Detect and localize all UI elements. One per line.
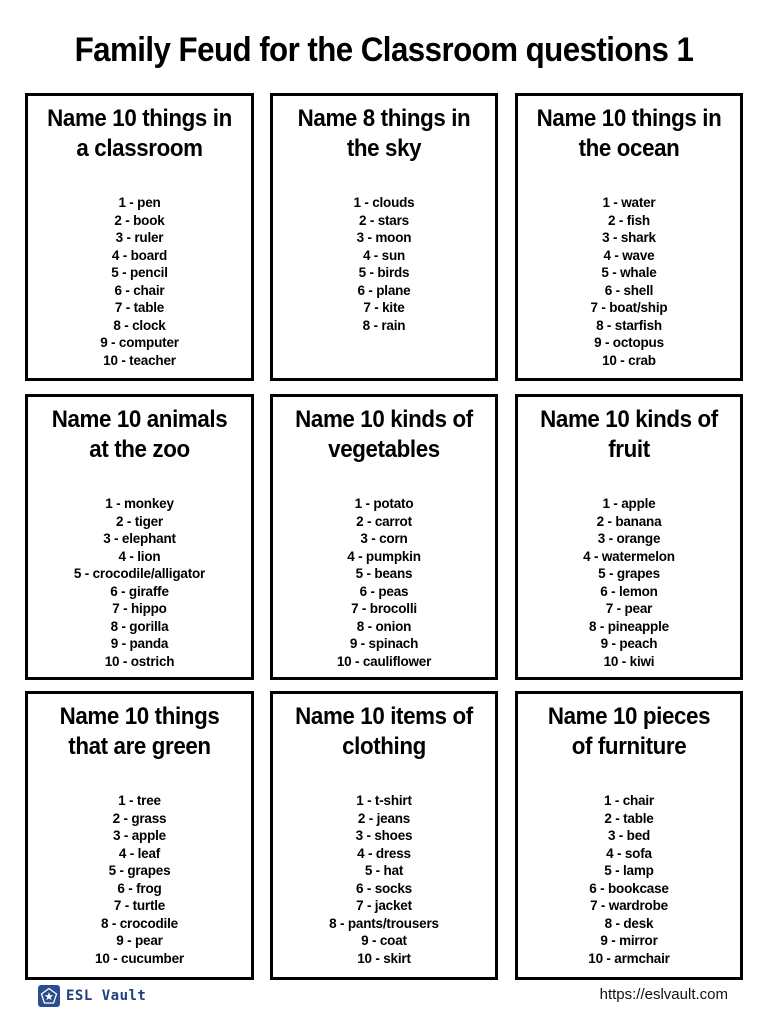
question-card-zoo bbox=[25, 394, 254, 680]
logo-text: ESL Vault bbox=[66, 988, 147, 1004]
answer-item: 5 - pencil bbox=[111, 265, 168, 280]
question-card-furniture bbox=[515, 691, 743, 980]
question-card-ocean bbox=[515, 93, 743, 381]
answer-item: 8 - desk bbox=[604, 915, 654, 931]
answer-item: 1 - tree bbox=[118, 793, 161, 808]
answer-item: 5 - grapes bbox=[108, 863, 171, 878]
answer-item: 9 - computer bbox=[100, 335, 179, 350]
esl-vault-logo[interactable] bbox=[38, 984, 146, 1008]
answer-item: 6 - bookcase bbox=[589, 880, 669, 896]
card-heading-line: Name 8 things in bbox=[297, 105, 471, 132]
card-heading bbox=[28, 405, 251, 465]
answer-list bbox=[518, 194, 740, 369]
answer-item: 2 - grass bbox=[112, 810, 167, 826]
card-heading-line: Name 10 things in bbox=[47, 105, 232, 132]
answer-item: 5 - grapes bbox=[598, 566, 660, 581]
answer-item: 10 - ostrich bbox=[104, 653, 175, 669]
answer-item: 2 - stars bbox=[359, 212, 409, 228]
answer-item: 1 - clouds bbox=[353, 195, 415, 210]
answer-item: 3 - orange bbox=[597, 531, 661, 546]
answer-item: 2 - carrot bbox=[356, 513, 412, 529]
answer-list bbox=[28, 495, 251, 670]
answer-item: 3 - bed bbox=[607, 828, 651, 843]
answer-item: 9 - octopus bbox=[594, 335, 664, 350]
question-card-vegetables bbox=[270, 394, 498, 680]
answer-item: 8 - crocodile bbox=[101, 915, 178, 931]
card-heading bbox=[518, 405, 740, 465]
card-heading-line: of furniture bbox=[571, 733, 687, 760]
answer-item: 5 - hat bbox=[364, 863, 404, 878]
answer-item: 7 - wardrobe bbox=[590, 898, 668, 913]
answer-item: 9 - panda bbox=[110, 636, 169, 651]
answer-list bbox=[28, 792, 251, 967]
answer-item: 5 - birds bbox=[358, 265, 410, 280]
card-heading bbox=[273, 104, 495, 164]
answer-item: 4 - wave bbox=[603, 247, 655, 263]
card-heading-line: Name 10 kinds of bbox=[540, 406, 718, 433]
answer-item: 10 - cauliflower bbox=[336, 653, 432, 669]
answer-item: 10 - crab bbox=[602, 352, 656, 368]
question-card-sky bbox=[270, 93, 498, 381]
answer-item: 9 - spinach bbox=[349, 636, 419, 651]
answer-item: 7 - table bbox=[114, 300, 165, 315]
card-heading-line: at the zoo bbox=[89, 436, 190, 463]
answer-item: 3 - elephant bbox=[103, 531, 176, 546]
answer-item: 4 - pumpkin bbox=[347, 548, 421, 564]
answer-item: 10 - armchair bbox=[588, 950, 670, 966]
answer-item: 2 - fish bbox=[608, 212, 650, 228]
answer-item: 4 - sofa bbox=[606, 845, 652, 861]
card-heading bbox=[273, 405, 495, 465]
page-title: Family Feud for the Classroom questions 1 bbox=[74, 31, 694, 69]
answer-item: 7 - hippo bbox=[112, 601, 167, 616]
card-heading-line: that are green bbox=[68, 733, 211, 760]
answer-item: 6 - chair bbox=[114, 282, 165, 298]
answer-item: 8 - clock bbox=[113, 317, 166, 333]
answer-item: 3 - apple bbox=[113, 828, 166, 843]
question-card-clothing bbox=[270, 691, 498, 980]
answer-item: 7 - jacket bbox=[356, 898, 412, 913]
answer-item: 7 - brocolli bbox=[351, 601, 417, 616]
card-heading-line: the ocean bbox=[578, 135, 680, 162]
answer-item: 7 - boat/ship bbox=[590, 300, 668, 315]
answer-item: 4 - lion bbox=[118, 548, 161, 564]
answer-item: 5 - whale bbox=[601, 265, 657, 280]
card-heading-line: fruit bbox=[608, 436, 650, 463]
answer-item: 10 - kiwi bbox=[603, 653, 655, 669]
answer-item: 1 - monkey bbox=[105, 496, 174, 511]
answer-item: 9 - pear bbox=[116, 933, 163, 948]
card-heading bbox=[28, 104, 251, 164]
answer-item: 2 - tiger bbox=[116, 513, 163, 529]
pentagon-star-icon bbox=[38, 985, 60, 1007]
answer-item: 3 - shoes bbox=[355, 828, 413, 843]
answer-item: 2 - book bbox=[114, 212, 165, 228]
answer-list bbox=[518, 495, 740, 670]
answer-item: 4 - board bbox=[111, 247, 168, 263]
card-heading-line: vegetables bbox=[328, 436, 440, 463]
answer-item: 4 - leaf bbox=[118, 845, 161, 861]
answer-item: 8 - pineapple bbox=[589, 618, 669, 634]
question-card-green bbox=[25, 691, 254, 980]
answer-item: 10 - skirt bbox=[357, 950, 411, 966]
answer-item: 6 - shell bbox=[604, 282, 654, 298]
answer-item: 6 - frog bbox=[117, 880, 162, 896]
answer-item: 6 - giraffe bbox=[110, 583, 169, 599]
answer-item: 3 - shark bbox=[602, 230, 656, 245]
card-heading bbox=[28, 702, 251, 762]
answer-item: 7 - pear bbox=[605, 601, 653, 616]
answer-item: 4 - sun bbox=[362, 247, 406, 263]
card-heading-line: Name 10 animals bbox=[51, 406, 228, 433]
answer-list bbox=[273, 194, 495, 334]
card-heading-line: a classroom bbox=[76, 135, 203, 162]
answer-item: 2 - banana bbox=[596, 513, 662, 529]
answer-item: 9 - coat bbox=[361, 933, 407, 948]
answer-item: 9 - peach bbox=[600, 636, 658, 651]
answer-item: 1 - potato bbox=[354, 496, 414, 511]
card-heading bbox=[518, 702, 740, 762]
answer-list bbox=[273, 792, 495, 967]
answer-item: 3 - corn bbox=[360, 531, 408, 546]
answer-item: 9 - mirror bbox=[600, 933, 658, 948]
answer-item: 1 - chair bbox=[604, 793, 654, 808]
answer-item: 4 - watermelon bbox=[583, 548, 675, 564]
answer-item: 2 - table bbox=[604, 810, 654, 826]
card-heading bbox=[518, 104, 740, 164]
answer-list bbox=[28, 194, 251, 369]
answer-item: 10 - cucumber bbox=[95, 950, 184, 966]
answer-item: 5 - beans bbox=[355, 566, 413, 581]
answer-item: 3 - moon bbox=[356, 230, 412, 245]
answer-list bbox=[273, 495, 495, 670]
answer-item: 5 - lamp bbox=[604, 863, 654, 878]
card-heading-line: Name 10 things bbox=[59, 703, 220, 730]
answer-item: 10 - teacher bbox=[103, 352, 176, 368]
question-card-classroom bbox=[25, 93, 254, 381]
answer-item: 7 - kite bbox=[363, 300, 405, 315]
answer-item: 1 - water bbox=[602, 195, 656, 210]
card-heading-line: Name 10 kinds of bbox=[295, 406, 473, 433]
answer-item: 4 - dress bbox=[357, 845, 411, 861]
answer-item: 8 - onion bbox=[356, 618, 412, 634]
answer-item: 1 - apple bbox=[602, 496, 656, 511]
answer-item: 1 - pen bbox=[118, 195, 161, 210]
answer-item: 3 - ruler bbox=[115, 230, 164, 245]
answer-item: 8 - starfish bbox=[596, 317, 662, 333]
question-card-fruit bbox=[515, 394, 743, 680]
answer-item: 6 - peas bbox=[359, 583, 409, 599]
answer-item: 6 - lemon bbox=[600, 583, 658, 599]
answer-item: 8 - rain bbox=[362, 317, 406, 333]
answer-item: 1 - t-shirt bbox=[356, 793, 412, 808]
card-heading-line: the sky bbox=[346, 135, 422, 162]
answer-item: 7 - turtle bbox=[113, 898, 166, 913]
answer-item: 6 - socks bbox=[356, 880, 412, 896]
answer-item: 2 - jeans bbox=[357, 810, 411, 826]
card-heading-line: Name 10 pieces bbox=[547, 703, 711, 730]
answer-item: 5 - crocodile/alligator bbox=[73, 566, 206, 581]
answer-item: 6 - plane bbox=[357, 282, 411, 298]
card-heading-line: Name 10 things in bbox=[536, 105, 722, 132]
card-heading bbox=[273, 702, 495, 762]
footer-url-link[interactable]: https://eslvault.com bbox=[599, 986, 728, 1003]
answer-item: 8 - gorilla bbox=[110, 618, 169, 634]
card-heading-line: Name 10 items of bbox=[295, 703, 473, 730]
answer-item: 8 - pants/trousers bbox=[329, 915, 439, 931]
answer-list bbox=[518, 792, 740, 967]
card-heading-line: clothing bbox=[342, 733, 426, 760]
